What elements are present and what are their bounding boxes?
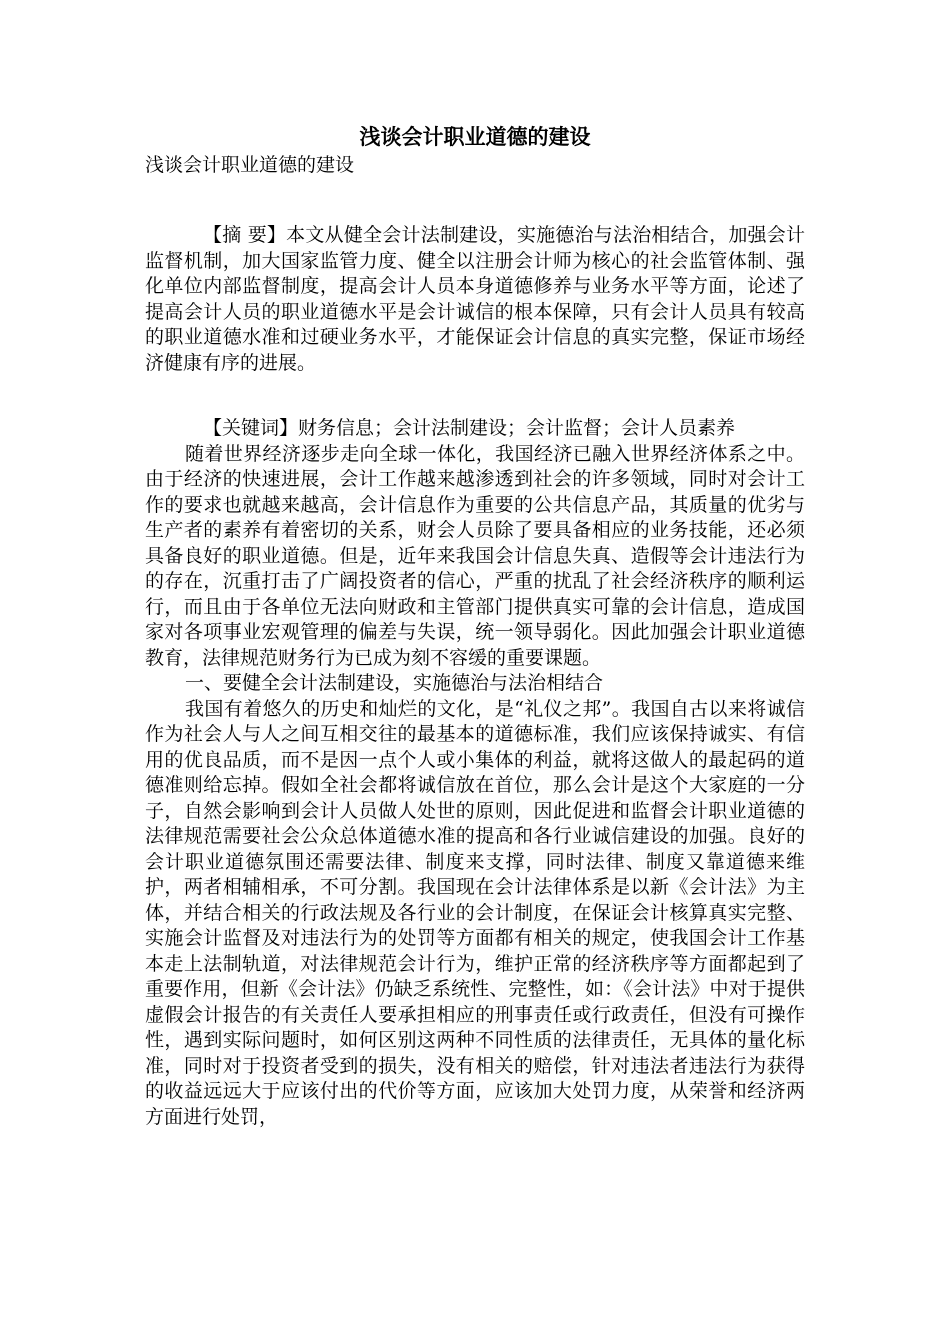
body-paragraph-section-1: 我国有着悠久的历史和灿烂的文化，是“礼仪之邦”。我国自古以来将诚信作为社会人与人之间互相交往的最基本的道德标准，我们应该保持诚实、有信用的优良品质，而不是因一点个人或小集体的利益，就将这做人的最起码的道德准则给忘掉。假如全社会都将诚信放在首位，那么会计是这个大家庭的一分子，自然会影响到会计人员做人处世的原则，因此促进和监督会计职业道德的法律规范需要社会公众总体道德水准的提高和各行业诚信建设的加强。良好的会计职业道德氛围还需要法律、制度来支撑，同时法律、制度又靠道德来维护，两者相辅相承，不可分割。我国现在会计法律体系是以新《会计法》为主体，并结合相关的行政法规及各行业的会计制度，在保证会计核算真实完整、实施会计监督及对违法行为的处罚等方面都有相关的规定，使我国会计工作基本走上法制轨道，对法律规范会计行为，维护正常的经济秩序等方面都起到了重要作用，但新《会计法》仍缺乏系统性、完整性，如：《会计法》中对于提供虚假会计报告的有关责任人要承担相应的刑事责任或行政责任，但没有可操作性，遇到实际问题时，如何区别这两种不同性质的法律责任，无具体的量化标准，同时对于投资者受到的损失，没有相关的赔偿，针对违法者违法行为获得的收益远远大于应该付出的代价等方面，应该加大处罚力度，从荣誉和经济两方面进行处罚， <box>145 697 805 1128</box>
spacer <box>145 179 805 223</box>
abstract-paragraph: 【摘 要】本文从健全会计法制建设，实施德治与法治相结合，加强会计监督机制，加大国家监管力度、健全以注册会计师为核心的社会监管体制、强化单位内部监督制度，提高会计人员本身道德修养与业务水平等方面，论述了提高会计人员的职业道德水平是会计诚信的根本保障，只有会计人员具有较高的职业道德水准和过硬业务水平，才能保证会计信息的真实完整，保证市场经济健康有序的进展。 <box>145 224 805 374</box>
body-paragraph-intro: 随着世界经济逐步走向全球一体化，我国经济已融入世界经济体系之中。由于经济的快速进展，会计工作越来越渗透到社会的许多领域，同时对会计工作的要求也就越来越高，会计信息作为重要的公共信息产品，其质量的优劣与生产者的素养有着密切的关系，财会人员除了要具备相应的业务技能，还必须具备良好的职业道德。但是，近年来我国会计信息失真、造假等会计违法行为的存在，沉重打击了广阔投资者的信心，严重的扰乱了社会经济秩序的顺利运行，而且由于各单位无法向财政和主管部门提供真实可靠的会计信息，造成国家对各项事业宏观管理的偏差与失误，统一领导弱化。因此加强会计职业道德教育，法律规范财务行为已成为刻不容缓的重要课题。 <box>145 442 805 669</box>
spacer <box>145 376 805 416</box>
document-title: 浅谈会计职业道德的建设 <box>359 124 591 149</box>
document-subtitle: 浅谈会计职业道德的建设 <box>145 154 355 176</box>
document-page <box>145 122 805 1130</box>
keywords-paragraph: 【关键词】财务信息；会计法制建设；会计监督；会计人员素养 <box>203 417 736 439</box>
section-heading: 一、要健全会计法制建设，实施德治与法治相结合 <box>185 672 604 694</box>
